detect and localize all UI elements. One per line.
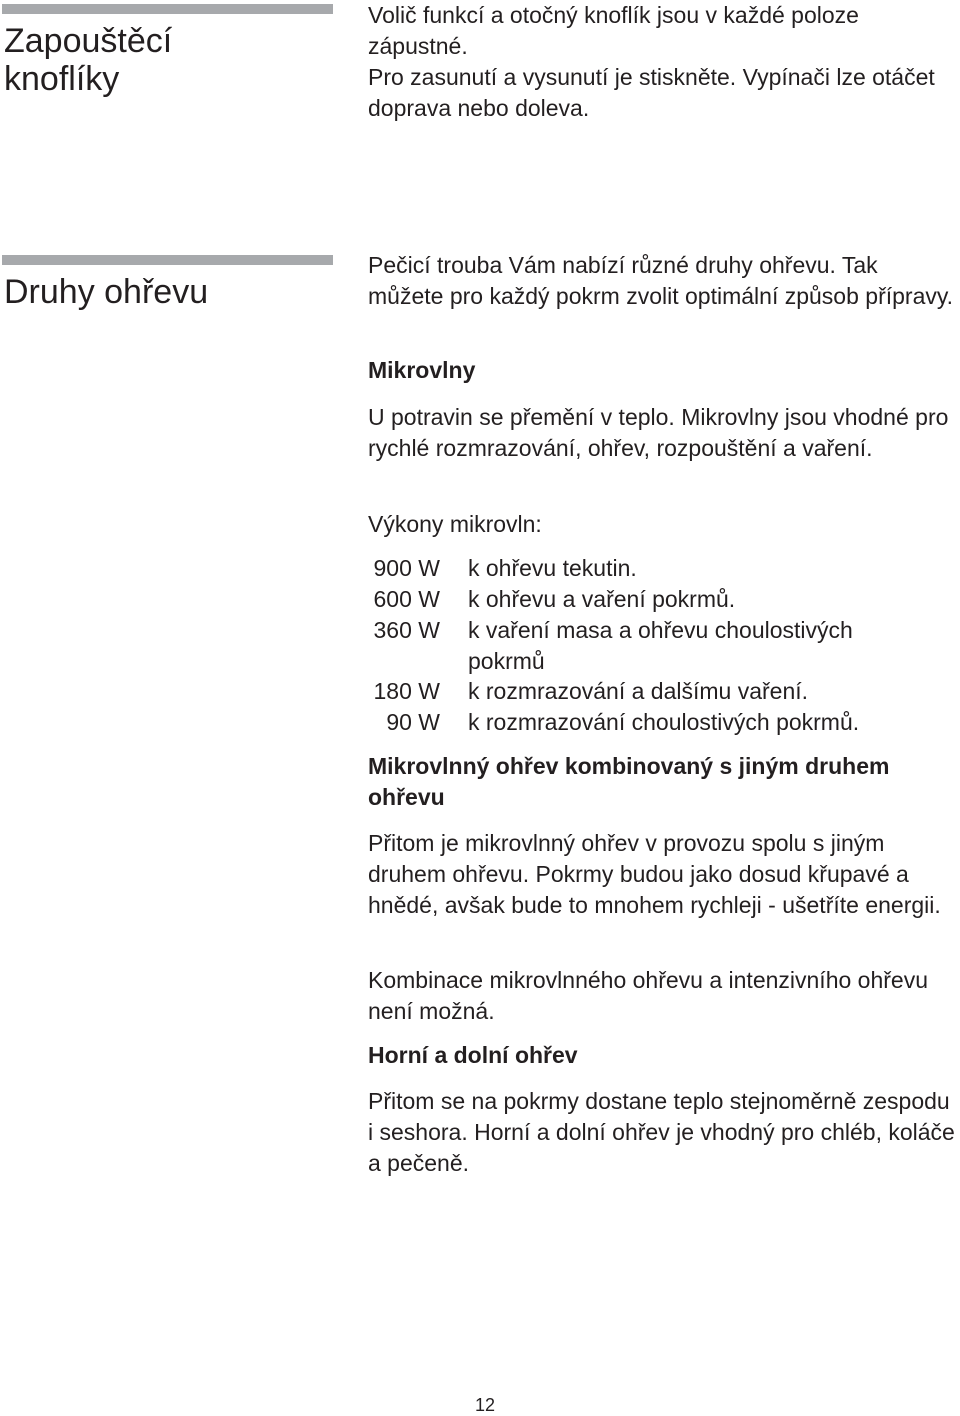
- power-watts: 900 W: [373, 555, 440, 581]
- section-rule-heating: [2, 255, 333, 265]
- power-desc: k ohřevu tekutin.: [468, 555, 637, 581]
- combined-text-2: Kombinace mikrovlnného ohřevu a intenzivního ohřevu není možná.: [368, 967, 928, 1024]
- heading-line-2: knoflíky: [4, 60, 120, 98]
- section-rule-knobs: [2, 4, 333, 14]
- power-desc: k rozmrazování a dalšímu vaření.: [468, 678, 809, 704]
- knobs-text: Volič funkcí a otočný knoflík jsou v každé poloze zápustné. Pro zasunutí a vysunutí je stiskněte. Vypínači lze otáčet doprava nebo doleva.: [368, 2, 935, 121]
- topbottom-text: Přitom se na pokrmy dostane teplo stejnoměrně zespodu i seshora. Horní a dolní ohřev je vhodný pro chléb, koláče a pečeně.: [368, 1088, 955, 1176]
- combined-title: Mikrovlnný ohřev kombinovaný s jiným druhem ohřevu: [368, 753, 890, 810]
- section-heading-heating: Druhy ohřevu: [4, 273, 209, 311]
- page-number-text: 12: [474, 1395, 496, 1415]
- power-watts: 600 W: [373, 586, 440, 612]
- microwave-text: U potravin se přemění v teplo. Mikrovlny jsou vhodné pro rychlé rozmrazování, ohřev, rozpouštění a vaření.: [368, 404, 949, 461]
- power-watts: 360 W: [373, 617, 440, 643]
- power-desc: k rozmrazování choulostivých pokrmů.: [468, 709, 860, 735]
- power-desc: k ohřevu a vaření pokrmů.: [468, 586, 736, 612]
- power-watts: 180 W: [373, 678, 440, 704]
- power-watts: 90 W: [386, 709, 440, 735]
- topbottom-title: Horní a dolní ohřev: [368, 1042, 578, 1068]
- heating-intro: Pečicí trouba Vám nabízí různé druhy ohřevu. Tak můžete pro každý pokrm zvolit optimální způsob přípravy.: [368, 252, 954, 309]
- microwave-title: Mikrovlny: [368, 357, 476, 383]
- combined-text-1: Přitom je mikrovlnný ohřev v provozu spolu s jiným druhem ohřevu. Pokrmy budou jako dosud křupavé a hnědé, avšak bude to mnohem rychleji - ušetříte energii.: [368, 830, 941, 918]
- microwave-powers-label: Výkony mikrovln:: [368, 511, 542, 537]
- power-desc: k vaření masa a ohřevu choulostivých pokrmů: [468, 617, 853, 674]
- section-heading-knobs: [4, 22, 172, 98]
- heading-line-1: Zapouštěcí: [4, 22, 173, 60]
